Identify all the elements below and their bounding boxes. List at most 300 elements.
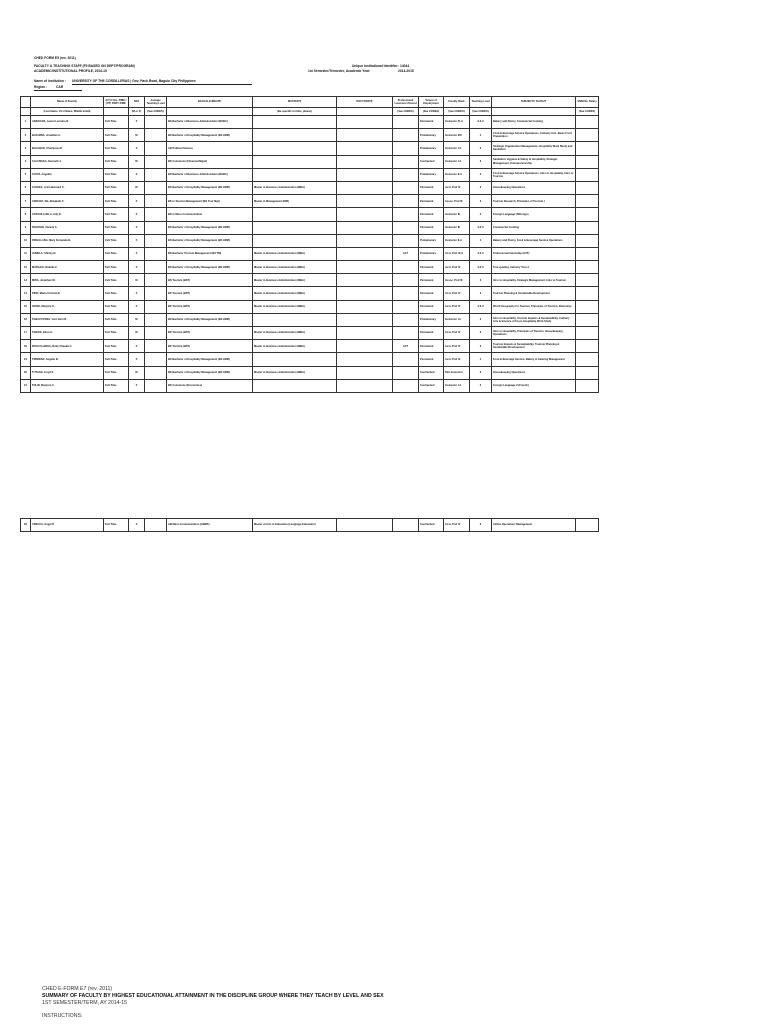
employment-status: Full-Time (104, 261, 129, 274)
faculty-name: TABAYOYONG, Carl John R. (31, 313, 104, 326)
row-number: 12 (21, 261, 31, 274)
employment-status: Full-Time (104, 519, 129, 532)
table-row (21, 247, 599, 260)
doctorate (337, 247, 393, 260)
sex: F (129, 221, 145, 234)
tenure: Contractual (419, 379, 444, 392)
subheader-teaching-load: (See CODES) (145, 108, 167, 116)
employment-status: Full-Time (104, 181, 129, 194)
licensure (393, 353, 419, 366)
teaching-load-code (145, 340, 167, 353)
masters: Master in Business Administration (MBA) (253, 261, 337, 274)
masters: Master in Business Administration (MBA) (253, 287, 337, 300)
row-number: 21 (21, 379, 31, 392)
faculty-table-body (21, 116, 599, 393)
header-name: Name of Faculty (31, 97, 104, 108)
row-number: 16 (21, 313, 31, 326)
baccalaureate: BS Bachelor of Hospitality Management (BS HRM) (167, 353, 253, 366)
masters: Master in Business Administration (MBA) (253, 340, 337, 353)
row-number: 15 (21, 300, 31, 313)
employment-status: Full-Time (104, 379, 129, 392)
tenure: Permanent (419, 300, 444, 313)
sex: F (129, 519, 145, 532)
faculty-name: TRINIDAD, Angelie B. (31, 353, 104, 366)
subjects-taught: Intro to Hospitality, Tourism Impacts & Sustainability, Culinary Arts & Science of Food, Hospitality Work Study (492, 313, 576, 326)
row-number: 5 (21, 168, 31, 181)
tenure: Probationary (419, 129, 444, 142)
header-tenure: Tenure of Employment (419, 97, 444, 108)
licensure (393, 327, 419, 340)
table-row (21, 116, 599, 129)
employment-status: Full-Time (104, 287, 129, 300)
annual-salary (576, 129, 599, 142)
faculty-name: YBECCA, Angel P. (31, 519, 104, 532)
licensure (393, 129, 419, 142)
faculty-name: JUMELA, Shirley R. (31, 247, 104, 260)
sex: F (129, 247, 145, 260)
row-number: 2 (21, 129, 31, 142)
table-row (21, 287, 599, 300)
teaching-load-code (145, 168, 167, 181)
subjects-taught: Professional Internship (OJT) (492, 247, 576, 260)
sex: F (129, 142, 145, 155)
doctorate (337, 519, 393, 532)
tenure: Permanent (419, 208, 444, 221)
teaching-load-code (145, 519, 167, 532)
institution-underline (72, 84, 252, 85)
licensure (393, 155, 419, 168)
employment-status: Full-Time (104, 353, 129, 366)
baccalaureate: BS Tourism (BST) (167, 300, 253, 313)
baccalaureate: BS Bachelor of Hospitality Management (BS HRM) (167, 234, 253, 247)
doctorate (337, 142, 393, 155)
faculty-rank: Instructor I-A (444, 142, 470, 155)
row-number: 4 (21, 155, 31, 168)
employment-status: Full-Time (104, 313, 129, 326)
subjects-taught: Sanitation, Hygiene & Safety in Hospitality, Strategic Management, Entrepreneurship (492, 155, 576, 168)
baccalaureate: BS Bachelor of Business Administration (BSBA) (167, 168, 253, 181)
teaching-load-code (145, 379, 167, 392)
sex: F (129, 340, 145, 353)
tenure: Probationary (419, 247, 444, 260)
licensure (393, 366, 419, 379)
employment-status: Full-Time (104, 274, 129, 287)
faculty-name: CHAVEZ, Arvin Bernard C. (31, 181, 104, 194)
licensure (393, 142, 419, 155)
subjects-taught: Food & Beverage Service, Bakery & Catering Management (492, 353, 576, 366)
row-number: 18 (21, 340, 31, 353)
tenure: Permanent (419, 116, 444, 129)
subjects-taught: Commercial Cooking (492, 221, 576, 234)
tenure: Probationary (419, 168, 444, 181)
row-number: 14 (21, 287, 31, 300)
doctorate (337, 129, 393, 142)
subheader-name: (Last Name, First Name, Middle Initial) (31, 108, 104, 116)
doctorate (337, 208, 393, 221)
table-row (21, 168, 599, 181)
sex: M (129, 274, 145, 287)
employment-status: Full-Time (104, 340, 129, 353)
table-row (21, 181, 599, 194)
table-row (21, 129, 599, 142)
masters: Master in Business Administration (MBA) (253, 274, 337, 287)
masters (253, 379, 337, 392)
tenure: Contractual (419, 366, 444, 379)
employment-status: Full-Time (104, 142, 129, 155)
faculty-rank: Asst. Prof IV (444, 181, 470, 194)
subheader-no (21, 108, 31, 116)
masters: Master in Business Administration (MBA) (253, 300, 337, 313)
footer-form: CHED E-FORM E7 (rev. 2011) (42, 986, 113, 992)
header-doctorate: DOCTORATE (337, 97, 393, 108)
table-row (21, 274, 599, 287)
subjects-taught: Food & Beverage Service Operations, Intro to Hospitality, Intro to Tourism (492, 168, 576, 181)
teaching-load: 3 (470, 327, 492, 340)
subjects-taught: Foreign Language 2 (French) (492, 379, 576, 392)
row-number: 13 (21, 274, 31, 287)
masters (253, 234, 337, 247)
faculty-rank: Instructor III (444, 221, 470, 234)
annual-salary (576, 300, 599, 313)
employment-status: Full-Time (104, 327, 129, 340)
subjects-taught: Intro to Hospitality, Strategic Management, Intro to Tourism (492, 274, 576, 287)
licensure (393, 274, 419, 287)
masters: Master in Business Administration (MBA) (253, 366, 337, 379)
teaching-load: 4 (470, 129, 492, 142)
annual-salary (576, 353, 599, 366)
doctorate (337, 274, 393, 287)
faculty-name: ABRAGAN, Laurel Lorraine B. (31, 116, 104, 129)
subheader-sex: (M or F) (129, 108, 145, 116)
table-row (21, 379, 599, 392)
teaching-load-code (145, 181, 167, 194)
doctorate (337, 234, 393, 247)
annual-salary (576, 327, 599, 340)
employment-status: Full-Time (104, 129, 129, 142)
licensure (393, 181, 419, 194)
tenure: Permanent (419, 353, 444, 366)
form-title: CHED FORM E5 (rev. 2011) (34, 56, 76, 60)
table-row (21, 234, 599, 247)
sex: M (129, 313, 145, 326)
baccalaureate: BS in Tourism Management (BS Tour Mgt) (167, 195, 253, 208)
teaching-load-code (145, 155, 167, 168)
licensure: LET (393, 340, 419, 353)
tenure: Permanent (419, 340, 444, 353)
licensure (393, 234, 419, 247)
sex: M (129, 366, 145, 379)
annual-salary (576, 247, 599, 260)
table-row (21, 261, 599, 274)
subjects-taught: Strategic Organization Management, Hospitality Work Study and Sanitation (492, 142, 576, 155)
subjects-taught: Food & Beverage Service Operations, Culinary Arts, Basic Food Preparation (492, 129, 576, 142)
subheader-doctorate (337, 108, 393, 116)
annual-salary (576, 208, 599, 221)
baccalaureate: BS Tourism (BST) (167, 274, 253, 287)
annual-salary (576, 168, 599, 181)
row-number: 29 (21, 519, 31, 532)
doctorate (337, 366, 393, 379)
faculty-rank: Asst. Prof IV (444, 287, 470, 300)
licensure (393, 221, 419, 234)
faculty-name: CIMACIO, Ma. Elizabeth C. (31, 195, 104, 208)
teaching-load: 3 (470, 195, 492, 208)
faculty-name: MIRA, Jonathan M. (31, 274, 104, 287)
header-line-1: FACULTY & TEACHING STAFF (F5 BASED ON DEPT/PROGRAM) (34, 64, 135, 68)
row-number: 9 (21, 221, 31, 234)
tenure: Probationary (419, 142, 444, 155)
teaching-load: 3 (470, 366, 492, 379)
doctorate (337, 195, 393, 208)
doctorate (337, 340, 393, 353)
annual-salary (576, 155, 599, 168)
teaching-load-code (145, 208, 167, 221)
faculty-rank: Instructor IV-A (444, 116, 470, 129)
doctorate (337, 155, 393, 168)
region-label: Region : (34, 85, 48, 89)
annual-salary (576, 287, 599, 300)
header-salary: ANNUAL Salary (576, 97, 599, 108)
faculty-name: SIOSE, Marjorie S. (31, 300, 104, 313)
annual-salary (576, 116, 599, 129)
doctorate (337, 300, 393, 313)
teaching-load-code (145, 261, 167, 274)
sex: F (129, 300, 145, 313)
baccalaureate: BS Bachelor of Hospitality Management (BS HRM) (167, 366, 253, 379)
header-line-2: ACADEMIC/INSTITUTIONAL PROFILE, 2014-15 (34, 69, 107, 73)
sex: F (129, 116, 145, 129)
header-rank: Faculty Rank (444, 97, 470, 108)
licensure (393, 208, 419, 221)
teaching-load-code (145, 353, 167, 366)
faculty-rank: Assoc. Prof III (444, 274, 470, 287)
table-row (21, 519, 599, 532)
annual-salary (576, 234, 599, 247)
institution-name: UNIVERSITY OF THE CORDILLERAS | Gov. Pack Road, Baguio City Philippines (72, 79, 196, 83)
baccalaureate: BS Commerce (Financial Mgmt) (167, 155, 253, 168)
doctorate (337, 116, 393, 129)
faculty-name: TOLIN, Marjorie C. (31, 379, 104, 392)
employment-status: Full-Time (104, 221, 129, 234)
header-teaching-load: Average Teaching Load (145, 97, 167, 108)
teaching-load: 3 (470, 519, 492, 532)
doctorate (337, 327, 393, 340)
region-underline (34, 90, 82, 91)
employment-status: Full-Time (104, 155, 129, 168)
masters (253, 142, 337, 155)
teaching-load-code (145, 247, 167, 260)
faculty-name: FRIGILLANA, Mary Fernanda B. (31, 234, 104, 247)
faculty-rank: Instructor II-A (444, 234, 470, 247)
faculty-name: PASCUA-ENSA, Ruby Claudia C. (31, 340, 104, 353)
teaching-load: 3-3-3 (470, 221, 492, 234)
licensure (393, 313, 419, 326)
teaching-load-code (145, 300, 167, 313)
teaching-load: 3 (470, 155, 492, 168)
masters (253, 221, 337, 234)
table-row (21, 340, 599, 353)
table-row (21, 195, 599, 208)
annual-salary (576, 519, 599, 532)
teaching-load: 3 (470, 274, 492, 287)
baccalaureate: BS Tourism (BST) (167, 327, 253, 340)
subjects-taught: Foreign Language (Nihongo) (492, 208, 576, 221)
teaching-load-code (145, 195, 167, 208)
table-row (21, 353, 599, 366)
masters (253, 116, 337, 129)
table-row (21, 221, 599, 234)
header-fulltime: (FT) FULL-TIME / (PT) PART-TIME (104, 97, 129, 108)
faculty-rank: Instructor I-A (444, 379, 470, 392)
tenure: Probationary (419, 234, 444, 247)
subheader-salary: (See CODES) (576, 108, 599, 116)
header-licensure: Professional Licensure Passed (393, 97, 419, 108)
teaching-load: 3 (470, 181, 492, 194)
subjects-taught: Tourism Impacts & Sustainability, Tourism Planning & Sustainable Development (492, 340, 576, 353)
tenure: Permanent (419, 327, 444, 340)
doctorate (337, 168, 393, 181)
row-number: 20 (21, 366, 31, 379)
semester-value: 2014-2015 (398, 69, 414, 73)
subjects-taught: Airline Operations Management (492, 519, 576, 532)
teaching-load: 3 (470, 313, 492, 326)
employment-status: Full-Time (104, 300, 129, 313)
teaching-load-code (145, 274, 167, 287)
faculty-rank: Asst. Prof IV-A (444, 247, 470, 260)
faculty-rank: Part Instructor (444, 366, 470, 379)
licensure (393, 379, 419, 392)
faculty-name: DOLPHIN, Vianely A. (31, 221, 104, 234)
tenure: Contractual (419, 519, 444, 532)
annual-salary (576, 366, 599, 379)
subheader-attainment-note: (Be specific in titles, please) (253, 108, 337, 116)
annual-salary (576, 313, 599, 326)
teaching-load-code (145, 327, 167, 340)
footer-title: SUMMARY OF FACULTY BY HIGHEST EDUCATIONAL ATTAINMENT IN THE DISCIPLINE GROUP WHERE THEY TEACH BY LEVEL AND SEX (42, 993, 384, 999)
sex: M (129, 155, 145, 168)
doctorate (337, 313, 393, 326)
header-baccalaureate: BACCALAUREATE (167, 97, 253, 108)
teaching-load: 2 (470, 142, 492, 155)
faculty-rank: Asst. Prof IV (444, 353, 470, 366)
doctorate (337, 379, 393, 392)
doctorate (337, 353, 393, 366)
table-row (21, 155, 599, 168)
faculty-rank: Asst. Prof IV (444, 519, 470, 532)
baccalaureate: BS Commerce (Economics) (167, 379, 253, 392)
baccalaureate: BS Tourism (BST) (167, 287, 253, 300)
subheader-baccalaureate (167, 108, 253, 116)
annual-salary (576, 221, 599, 234)
sex: F (129, 261, 145, 274)
masters (253, 208, 337, 221)
tenure: Permanent (419, 261, 444, 274)
row-number: 10 (21, 234, 31, 247)
teaching-load: 3-3-3 (470, 247, 492, 260)
table-row (21, 313, 599, 326)
teaching-load: 4 (470, 234, 492, 247)
tenure: Permanent (419, 287, 444, 300)
unique-id-label: Unique Institutional Identifier: (352, 64, 399, 68)
subjects-taught: Housekeeping Operations (492, 366, 576, 379)
table-subheader-row (21, 108, 599, 116)
row-number: 8 (21, 208, 31, 221)
employment-status: Full-Time (104, 116, 129, 129)
tenure: Permanent (419, 181, 444, 194)
sex: F (129, 353, 145, 366)
faculty-table (20, 96, 599, 393)
baccalaureate: BS Bachelor of Hospitality Management (BS HRM) (167, 221, 253, 234)
baccalaureate: BS Bachelor of Hospitality Management (BS HRM) (167, 181, 253, 194)
teaching-load: 3-3-3 (470, 261, 492, 274)
masters: Master in Business Administration (MBA) (253, 247, 337, 260)
licensure (393, 519, 419, 532)
licensure (393, 195, 419, 208)
employment-status: Full-Time (104, 247, 129, 260)
teaching-load-code (145, 313, 167, 326)
footer-instructions: INSTRUCTIONS: (42, 1013, 83, 1019)
doctorate (337, 181, 393, 194)
employment-status: Full-Time (104, 168, 129, 181)
faculty-table-continued (20, 518, 599, 532)
subheader-licensure: (See CODES) (393, 108, 419, 116)
sex: F (129, 208, 145, 221)
teaching-load: 2 (470, 379, 492, 392)
faculty-rank: Asst. Prof IV (444, 327, 470, 340)
faculty-name: MAÑAGO, Rubelle F. (31, 261, 104, 274)
faculty-name: PINO, Maria Cristina B. (31, 287, 104, 300)
annual-salary (576, 142, 599, 155)
annual-salary (576, 181, 599, 194)
baccalaureate: AB Mass Communication (ABMC) (167, 519, 253, 532)
masters (253, 129, 337, 142)
licensure (393, 287, 419, 300)
footer-term: 1ST SEMESTER/TERM, AY 2014-15 (42, 1000, 128, 1006)
baccalaureate: BS Bachelor of Business Administration (BSBA) (167, 116, 253, 129)
table-row (21, 142, 599, 155)
teaching-load: 2 (470, 208, 492, 221)
tenure: Permanent (419, 195, 444, 208)
annual-salary (576, 195, 599, 208)
header-sex: SEX (129, 97, 145, 108)
teaching-load-code (145, 366, 167, 379)
masters (253, 353, 337, 366)
tenure: Permanent (419, 221, 444, 234)
faculty-rank: Asst. Prof IV (444, 300, 470, 313)
region-value: CAR (56, 85, 64, 89)
masters (253, 168, 337, 181)
teaching-load-code (145, 287, 167, 300)
masters (253, 155, 337, 168)
faculty-rank: Instructor I/III (444, 129, 470, 142)
sex: F (129, 287, 145, 300)
licensure: LET (393, 247, 419, 260)
header-subjects: SUBJECTS TAUGHT (492, 97, 576, 108)
faculty-rank: Instructor I-C (444, 313, 470, 326)
subjects-taught: World Geography for Tourism, Principles of Tourism, Internship (492, 300, 576, 313)
baccalaureate: BS in Mass Communication (167, 208, 253, 221)
header-no (21, 97, 31, 108)
unique-id-value: 14044 (400, 64, 410, 68)
teaching-load-code (145, 221, 167, 234)
sex: F (129, 379, 145, 392)
subjects-taught: Housekeeping Operations (492, 181, 576, 194)
masters: Master in Management (MM) (253, 195, 337, 208)
faculty-name: BAGUIWA, Jonathan A. (31, 129, 104, 142)
licensure (393, 300, 419, 313)
baccalaureate: BS Tourism (BST) (167, 340, 253, 353)
table-header-row (21, 97, 599, 108)
